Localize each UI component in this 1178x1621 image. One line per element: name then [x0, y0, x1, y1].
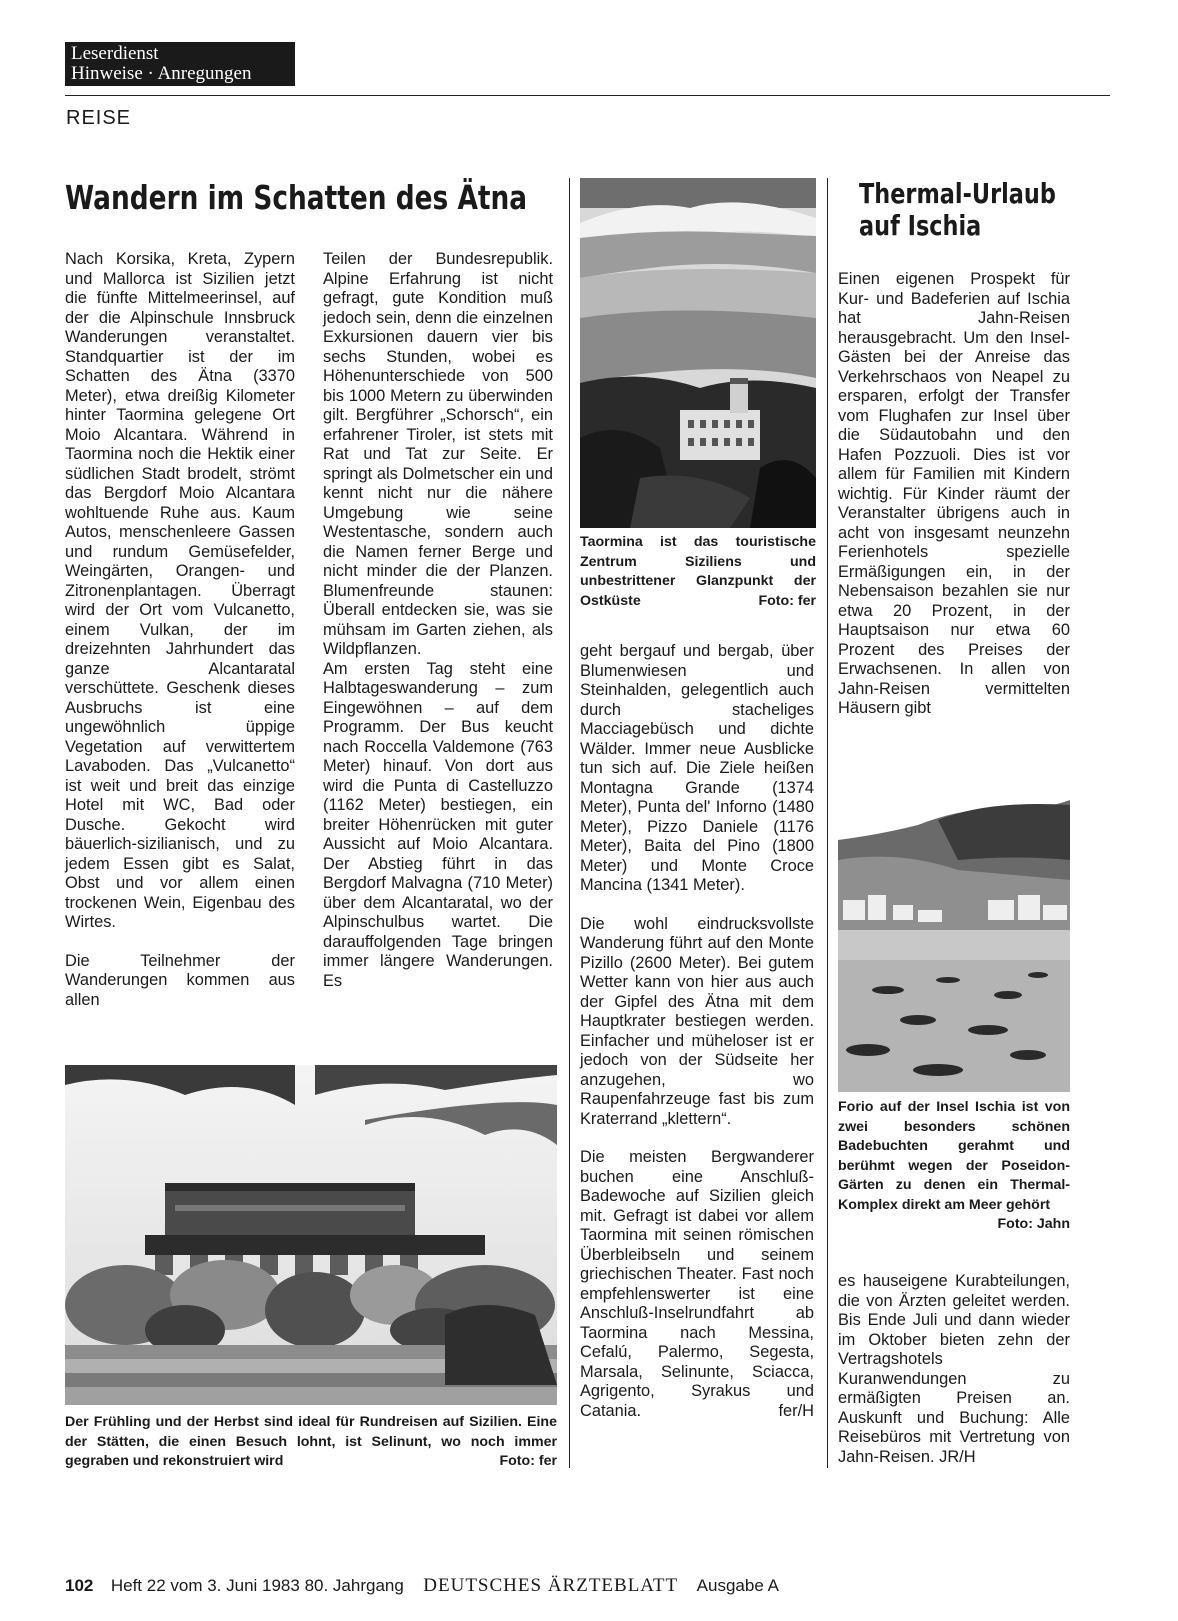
sidebar-column-top — [838, 270, 1070, 719]
section-badge — [65, 42, 295, 86]
article-column-1 — [65, 250, 295, 1010]
photo-credit: Foto: fer — [758, 592, 816, 609]
issue-info: Heft 22 vom 3. Juni 1983 80. Jahrgang — [110, 1576, 404, 1595]
paragraph: Die wohl eindrucksvollste Wanderung führt auf den Monte Pizillo (2600 Meter). Bei gutem Wetter kann von hier aus auch der Gipfel des Ätna mit dem Hauptkrater bestiegen werden. Einfacher und müheloser ist er jedoch von der Südseite her anzugehen, wo Raupenfahrzeuge fast bis zum Kraterrand „klettern“. — [580, 914, 814, 1128]
column-rule-left — [569, 178, 570, 1468]
magazine-name: DEUTSCHES ÄRZTEBLATT — [423, 1575, 679, 1596]
sidebar-article-title: Thermal-Urlaub auf Ischia — [859, 177, 1056, 242]
paragraph: es hauseigene Kurabteilungen, die von Ärzten geleitet werden. Bis Ende Juli und dann wieder im Oktober bieten zehn der Vertragshotels Kuranwendungen zu ermäßigten Preisen an. Auskunft und Buchung: Alle Reisebüros mit Vertretung von Jahn-Reisen. JR/H — [838, 1272, 1070, 1466]
badge-line-2: Hinweise · Anregungen — [71, 63, 252, 84]
paragraph: geht bergauf und bergab, über Blumenwiesen und Steinhalden, gelegentlich auch durch stacheliges Macciagebüsch und dichte Wälder. Immer neue Ausblicke tun sich auf. Die Ziele heißen Montagna Grande (1374 Meter), Punta del' Inforno (1480 Meter), Pizzo Daniele (1176 Meter), Baita del Pino (1800 Meter) und Monte Croce Mancina (1341 Meter). — [580, 642, 814, 894]
caption-text: Forio auf der Insel Ischia ist von zwei besonders schönen Badebuchten gerahmt und berühmt wegen der Poseidon-Gärten zu denen ein Thermal-Komplex direkt am Meer gehört — [838, 1099, 1070, 1213]
photo-credit: Foto: fer — [499, 1453, 557, 1469]
page-footer — [65, 1575, 779, 1597]
header-rule — [65, 95, 1110, 96]
article-title: Wandern im Schatten des Ätna — [65, 178, 528, 217]
photo-selinunt-ruins — [65, 1065, 557, 1405]
photo-caption-selinunt — [65, 1413, 557, 1472]
caption-text: Der Frühling und der Herbst sind ideal für Rundreisen auf Sizilien. Eine der Stätten, die einen Besuch lohnt, ist Selinunt, wo noch immer gegraben und rekonstruiert wird — [65, 1414, 557, 1469]
edition-label: Ausgabe A — [696, 1576, 779, 1595]
article-column-2 — [323, 250, 553, 991]
paragraph: Die meisten Bergwanderer buchen eine Anschluß-Badewoche auf Sizilien gleich mit. Gefragt ist dabei vor allem Taormina mit seinen römischen Überbleibseln und seinem griechischen Theater. Fast noch empfehlenswerter ist eine Anschluß-Inselrundfahrt ab Taormina nach Messina, Cefalú, Palermo, Segesta, Marsala, Selinunte, Sciacca, Agrigento, Syrakus und Catania. — [580, 1148, 814, 1420]
page-number: 102 — [65, 1576, 94, 1595]
badge-line-1: Leserdienst — [71, 43, 159, 64]
author-sign: fer/H — [778, 1401, 814, 1420]
paragraph: Die Teilnehmer der Wanderungen kommen aus allen — [65, 951, 295, 1009]
column-rule-right — [827, 178, 828, 1468]
paragraph: Am ersten Tag steht eine Halbtageswanderung – zum Eingewöhnen – auf dem Programm. Der Bus keucht nach Roccella Valdemone (763 Meter) hinauf. Von dort aus wird die Punta di Castelluzzo (1162 Meter) bestiegen, ein breiter Höhenrücken mit guter Aussicht auf Moio Alcantara. Der Abstieg führt in das Bergdorf Malvagna (710 Meter) über dem Alcantaratal, wo der Alpinschulbus wartet. Die darauffolgenden Tage bringen immer längere Wanderungen. Es — [323, 659, 553, 990]
paragraph: Nach Korsika, Kreta, Zypern und Mallorca ist Sizilien jetzt die fünfte Mittelmeerinsel, auf der die Alpinschule Innsbruck Wanderungen veranstaltet. Standquartier ist der im Schatten des Ätna (3370 Meter), etwa dreißig Kilometer hinter Taormina gelegene Ort Moio Alcantara. Während in Taormina noch die Hektik einer südlichen Stadt brodelt, strömt das Bergdorf Moio Alcantara wohltuende Ruhe aus. Kaum Autos, menschenleere Gassen und rundum Gemüsefelder, Weingärten, Orangen- und Zitronenplantagen. Überragt wird der Ort vom Vulcanetto, einem Vulkan, der im dreizehnten Jahrhundert das ganze Alcantaratal verschüttete. Geschenk dieses Ausbruchs ist eine ungewöhnlich üppige Vegetation auf verwittertem Lavaboden. Das „Vulcanetto“ ist weit und breit das einzige Hotel mit WC, Bad oder Dusche. Gekocht wird bäuerlich-sizilianisch, und zu jedem Essen gibt es Salat, Obst und vor allem einen trockenen Wein, Eigenbau des Wirtes. — [65, 250, 295, 931]
photo-credit: Foto: Jahn — [997, 1216, 1070, 1232]
photo-forio-ischia — [838, 800, 1070, 1092]
paragraph: Einen eigenen Prospekt für Kur- und Badeferien auf Ischia hat Jahn-Reisen herausgebracht. Um den Insel-Gästen bei der Anreise das Verkehrschaos von Neapel zu ersparen, erfolgt der Transfer vom Flughafen zur Insel über die Südautobahn und den Hafen Pozzuoli. Dies ist vor allem für Familien mit Kindern wichtig. Für Kinder räumt der Veranstalter übrigens auch in acht von insgesamt neunzehn Ferienhotels spezielle Ermäßigungen ein, in der Nebensaison bezahlen sie nur etwa 20 Prozent, in der Hauptsaison nur etwa 60 Prozent des Preises der Erwachsenen. In allen von Jahn-Reisen vermittelten Häusern gibt — [838, 270, 1070, 717]
photo-taormina — [580, 178, 816, 528]
photo-caption-taormina — [580, 533, 816, 611]
article-column-3 — [580, 642, 814, 1421]
sidebar-column-bottom — [838, 1272, 1070, 1467]
photo-caption-forio — [838, 1098, 1070, 1235]
paragraph: Teilen der Bundesrepublik. Alpine Erfahrung ist nicht gefragt, gute Kondition muß jedoch sein, denn die einzelnen Exkursionen dauern vier bis sechs Stunden, wobei es Höhenunterschiede von 500 bis 1000 Metern zu überwinden gilt. Bergführer „Schorsch“, ein erfahrener Tiroler, ist stets mit Rat und Tat zur Seite. Er springt als Dolmetscher ein und kennt nicht nur die nähere Umgebung wie seine Westentasche, sondern auch die Namen ferner Berge und nicht minder die der Planzen. Blumenfreunde staunen: Überall entdecken sie, was sie mühsam im Garten ziehen, als Wildpflanzen. — [323, 250, 553, 658]
section-label: REISE — [66, 107, 132, 129]
caption-text: Taormina ist das touristische Zentrum Siziliens und unbestrittener Glanzpunkt der Ostküste — [580, 534, 816, 609]
